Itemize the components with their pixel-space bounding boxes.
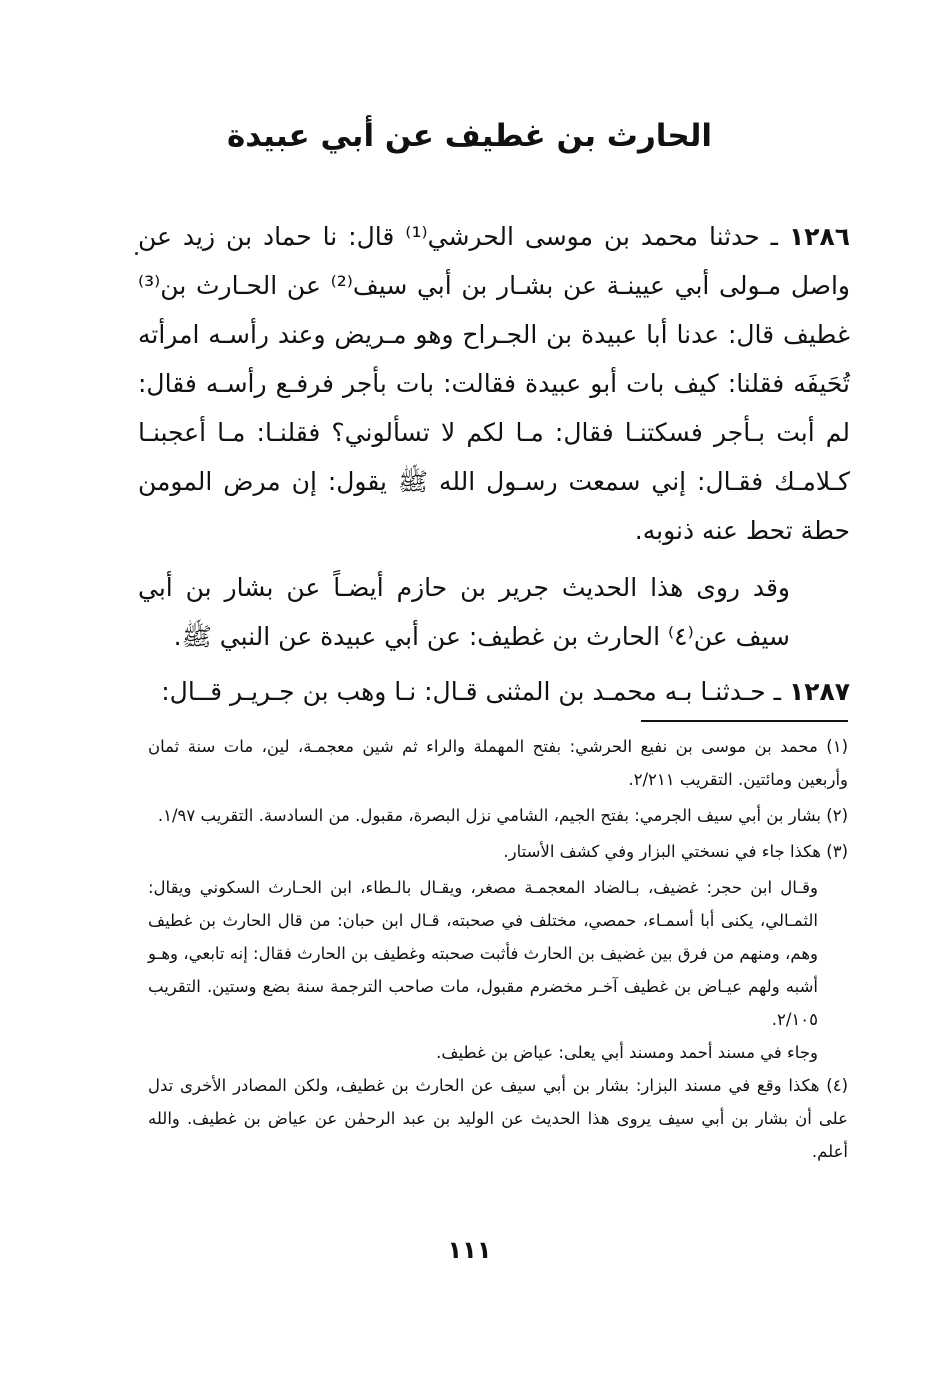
page-title: الحارث بن غطيف عن أبي عبيدة xyxy=(226,118,713,154)
commentary-paragraph: وقد روى هذا الحديث جرير بن حازم أيضـاً عن بشار بن أبي سيف عن⁽٤⁾ الحارث بن غطيف: عن أبي عبيدة عن النبي ﷺ. xyxy=(138,573,790,651)
footnote-2: (٢) بشار بن أبي سيف الجرمي: بفتح الجيم، الشامي نزل البصرة، مقبول. من السادسة. التقريب ١/٩٧. xyxy=(157,806,848,825)
hadith-1287 xyxy=(138,667,850,716)
page-number: ١١١ xyxy=(447,1236,492,1264)
footnote-3: (٣) هكذا جاء في نسختي البزار وفي كشف الأستار. xyxy=(503,842,848,861)
footnote-1: (١) محمد بن موسى بن نفيع الحرشي: بفتح المهملة والراء ثم شين معجمـة، لين، مات سنة ثمان وأربعين ومائتين. التقريب ٢/٢١١. xyxy=(148,737,848,789)
stray-mark xyxy=(135,252,138,255)
footnote-4: (٤) هكذا وقع في مسند البزار: بشار بن أبي سيف عن الحارث بن غطيف، ولكن المصادر الأخرى تدل على أن بشار بن أبي سيف يروى هذا الحديث عن الوليد بن عبد الرحمٰن عن عياض بن غطيف. والله أعلم. xyxy=(148,1076,848,1161)
hadith-text: ـ حدثنا محمد بن موسى الحرشي⁽¹⁾ قال: نا حماد بن زيد عن واصل مـولى أبي عيينـة عن بشـار بن أبي سيف⁽²⁾ عن الحـارث بن⁽³⁾ غطيف قال: عدنا أبا عبيدة بن الجـراح وهو مـريض وعند رأسـه امرأته تُحَيفَه فقلنا: كيف بات أبو عبيدة فقالت: بات بأجر فرفـع رأسـه فقال: لم أبت بـأجر فسكتنـا فقال: مـا لكم لا تسألوني؟ فقلنـا: مـا أعجبنـا كـلامـك فقـال: إني سمعت رسـول الله ﷺ يقول: إن مرض المومن حطة تحط عنه ذنوبه. xyxy=(138,222,851,545)
footnote-3-addendum: وجاء في مسند أحمد ومسند أبي يعلى: عياض بن غطيف. xyxy=(436,1043,818,1062)
main-text xyxy=(138,212,850,716)
footnote-divider xyxy=(641,720,848,722)
hadith-text: ـ حـدثنـا بـه محمـد بن المثنى قـال: نـا وهب بن جـريـر قــال: xyxy=(161,677,781,706)
footnote-3-detail: وقـال ابن حجر: غضيف، بـالضاد المعجمـة مصغر، ويقـال بالـطاء، ابن الحـارث السكوني ويقال: الثمـالي، يكنى أبا أسمـاء، حمصي، مختلف في صحبته، قـال ابن حبان: من قال الحارث بن غطيف وهم، ومنهم من فرق بين غضيف بن الحارث فأثبت صحبته وغطيف بن الحارث فقال: إنه تابعي، وهـو أشبه ولهم عيـاض بن غطيف آخـر مخضرم مقبول، مات صاحب الترجمة سنة بضع وستين. التقريب ٢/١٠٥. xyxy=(148,878,818,1029)
hadith-number: ١٢٨٦ xyxy=(788,222,850,251)
hadith-1286 xyxy=(138,212,850,555)
hadith-number: ١٢٨٧ xyxy=(788,677,850,706)
footnotes xyxy=(148,730,848,1171)
